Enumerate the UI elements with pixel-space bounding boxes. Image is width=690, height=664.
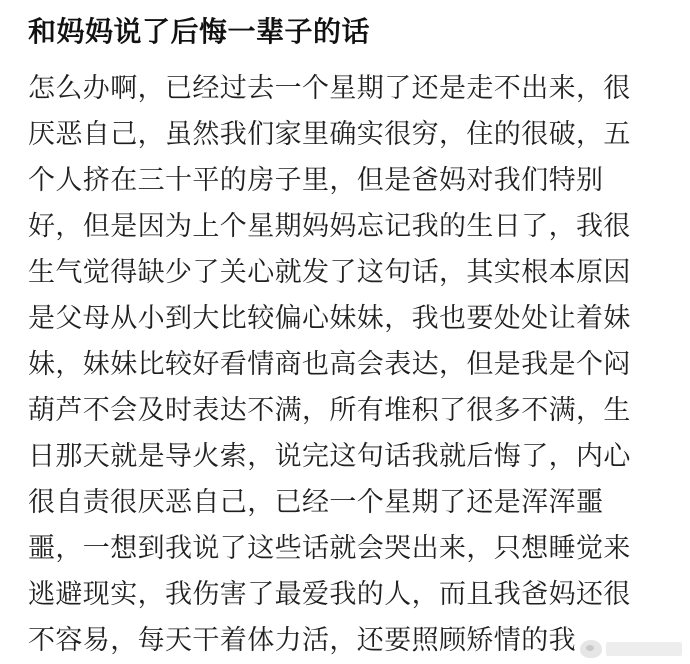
- post-line: 厌恶自己，虽然我们家里确实很穷，住的很破，五: [28, 119, 631, 150]
- watermark-handle: [606, 642, 682, 656]
- post-title: 和妈妈说了后悔一辈子的话: [28, 15, 371, 48]
- post-line: 个人挤在三十平的房子里，但是爸妈对我们特别: [28, 165, 604, 196]
- post-line: 妹，妹妹比较好看情商也高会表达，但是我是个闷: [28, 349, 631, 380]
- post-line: 是父母从小到大比较偏心妹妹，我也要处处让着妹: [28, 303, 631, 334]
- weibo-logo-icon: [580, 640, 602, 658]
- post-line: 噩，一想到我说了这些话就会哭出来，只想睡觉来: [28, 533, 631, 564]
- post-line: 怎么办啊，已经过去一个星期了还是走不出来，很: [28, 73, 631, 104]
- post-line: 葫芦不会及时表达不满，所有堆积了很多不满，生: [28, 395, 631, 426]
- post-line: 生气觉得缺少了关心就发了这句话，其实根本原因: [28, 257, 631, 288]
- post-body: [28, 66, 668, 664]
- post-line: 不容易，每天干着体力活，还要照顾矫情的我: [28, 625, 576, 656]
- post-line: 日那天就是导火索，说完这句话我就后悔了，内心: [28, 441, 631, 472]
- post-line: 好，但是因为上个星期妈妈忘记我的生日了，我很: [28, 211, 631, 242]
- post-line: 逃避现实，我伤害了最爱我的人，而且我爸妈还很: [28, 579, 631, 610]
- watermark: [580, 640, 682, 658]
- post-line: 很自责很厌恶自己，已经一个星期了还是浑浑噩: [28, 487, 604, 518]
